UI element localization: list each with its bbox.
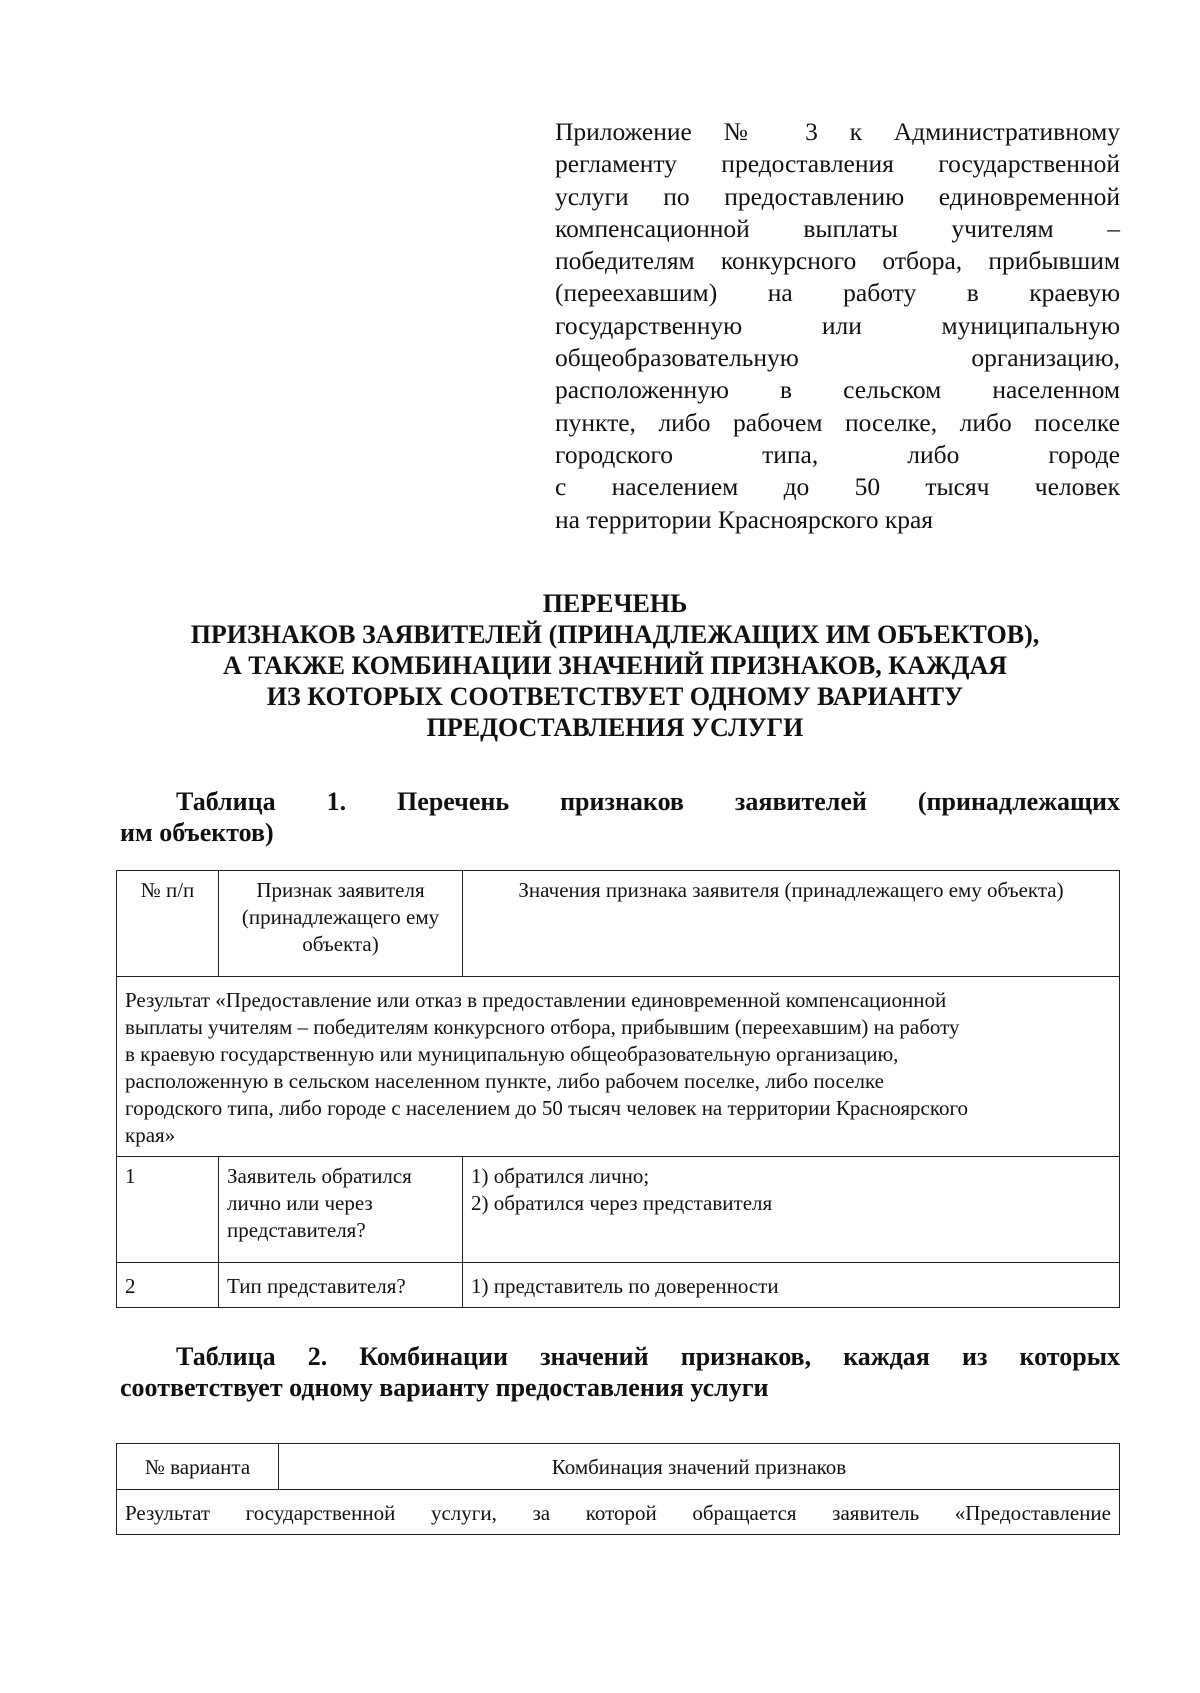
table-header-row [117,1444,1120,1490]
row-num: 1 [117,1157,219,1263]
appendix-line: общеобразовательную организацию, [555,343,1120,373]
document-title [110,588,1120,743]
combinations-table [116,1443,1120,1535]
table-row [117,1263,1120,1308]
appendix-line: с населением до 50 тысяч человек [555,472,1120,502]
result-line: Результат «Предоставление или отказ в предоставлении единовременной компенсационной [125,988,947,1012]
result-line: городского типа, либо городе с населением до 50 тысяч человек на территории Красноярского [125,1096,969,1120]
table-result-row [117,977,1120,1157]
table-header-row [117,871,1120,977]
title-line: ИЗ КОТОРЫХ СООТВЕТСТВУЕТ ОДНОМУ ВАРИАНТУ [266,682,964,711]
appendix-line: городского типа, либо городе [555,439,1120,469]
header-cell-combination: Комбинация значений признаков [279,1444,1120,1490]
appendix-line: Приложение № 3 к Административному [555,117,1120,146]
result-line: выплаты учителям – победителям конкурсного отбора, прибывшим (переехавшим) на работу [125,1015,960,1039]
appendix-line: услуги по предоставлению единовременной [555,181,1120,211]
table2-caption [120,1341,1120,1403]
title-line: ПРИЗНАКОВ ЗАЯВИТЕЛЕЙ (ПРИНАДЛЕЖАЩИХ ИМ ОБЪЕКТОВ), [190,620,1040,649]
caption-line: соответствует одному варианту предоставления услуги [120,1373,769,1402]
header-cell-variant: № варианта [117,1444,279,1490]
header-cell-values: Значения признака заявителя (принадлежащего ему объекта) [463,871,1120,977]
appendix-line: государственную или муниципальную [555,310,1120,340]
appendix-line: расположенную в сельском населенном [555,375,1120,405]
caption-line: Таблица 2. Комбинации значений признаков, каждая из которых [176,1342,1120,1371]
header-cell-sign: Признак заявителя (принадлежащего ему объекта) [219,871,463,977]
row-value: 1) представитель по доверенности [463,1263,1120,1308]
row-values [463,1157,1120,1263]
result-line: в краевую государственную или муниципальную общеобразовательную организацию, [125,1042,899,1066]
row-num: 2 [117,1263,219,1308]
table-row [117,1157,1120,1263]
appendix-line: компенсационной выплаты учителям – [555,213,1120,243]
result-line: расположенную в сельском населенном пункте, либо рабочем поселке, либо поселке [125,1069,884,1093]
result-cell: Результат государственной услуги, за которой обращается заявитель «Предоставление [117,1490,1120,1535]
row-sign: Заявитель обратился лично или через представителя? [219,1157,463,1263]
row-sign: Тип представителя? [219,1263,463,1308]
table1-caption [120,786,1120,848]
row-value: 2) обратился через представителя [471,1191,773,1215]
caption-line: Таблица 1. Перечень признаков заявителей (принадлежащих [176,787,1120,816]
signs-table [116,870,1120,1308]
caption-line: им объектов) [120,818,274,847]
appendix-line: (переехавшим) на работу в краевую [555,278,1120,308]
appendix-line: пункте, либо рабочем поселке, либо поселке [555,407,1120,437]
appendix-reference [555,116,1120,536]
title-line: А ТАКЖЕ КОМБИНАЦИИ ЗНАЧЕНИЙ ПРИЗНАКОВ, КАЖДАЯ [222,651,1008,680]
result-cell [117,977,1120,1157]
title-line: ПЕРЕЧЕНЬ [542,589,688,618]
title-line: ПРЕДОСТАВЛЕНИЯ УСЛУГИ [426,713,804,742]
header-cell-num: № п/п [117,871,219,977]
row-value: 1) обратился лично; [471,1164,650,1188]
appendix-line: регламенту предоставления государственной [555,149,1120,179]
table-result-row [117,1490,1120,1535]
appendix-line: на территории Красноярского края [555,504,934,534]
result-line: края» [125,1123,176,1147]
appendix-line: победителям конкурсного отбора, прибывшим [555,246,1120,276]
